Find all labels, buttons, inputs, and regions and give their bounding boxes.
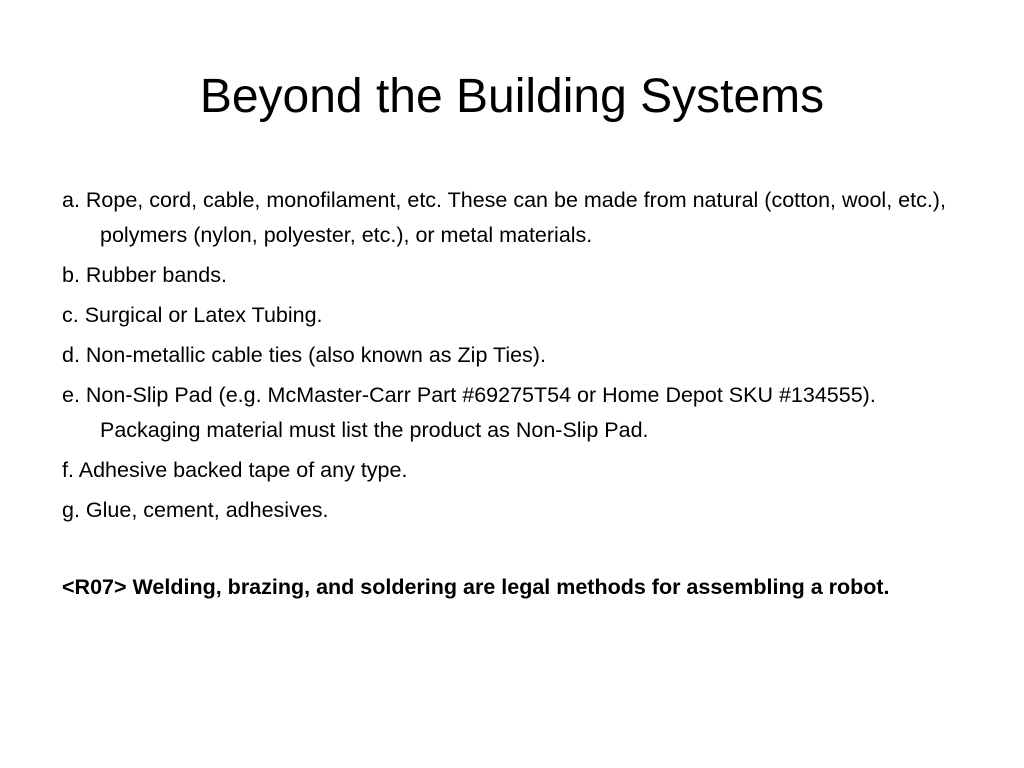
list-item-c: c. Surgical or Latex Tubing. xyxy=(62,303,323,327)
list-item-a: a. Rope, cord, cable, monofilament, etc. These can be made from natural (cotton, wool, etc.), polymers (nylon, polyester, etc.), or metal materials. xyxy=(62,188,946,247)
slide-title: Beyond the Building Systems xyxy=(199,70,825,123)
list-item-e: e. Non-Slip Pad (e.g. McMaster-Carr Part #69275T54 or Home Depot SKU #134555). Packaging material must list the product as Non-Slip Pad. xyxy=(62,383,876,442)
list-item-d: d. Non-metallic cable ties (also known as Zip Ties). xyxy=(62,343,546,367)
list-item-f: f. Adhesive backed tape of any type. xyxy=(62,458,408,482)
list-item-b: b. Rubber bands. xyxy=(62,263,227,287)
list-item-g: g. Glue, cement, adhesives. xyxy=(62,498,329,522)
slide-body-list xyxy=(62,183,962,605)
rule-r07: <R07> Welding, brazing, and soldering are legal methods for assembling a robot. xyxy=(62,575,890,599)
